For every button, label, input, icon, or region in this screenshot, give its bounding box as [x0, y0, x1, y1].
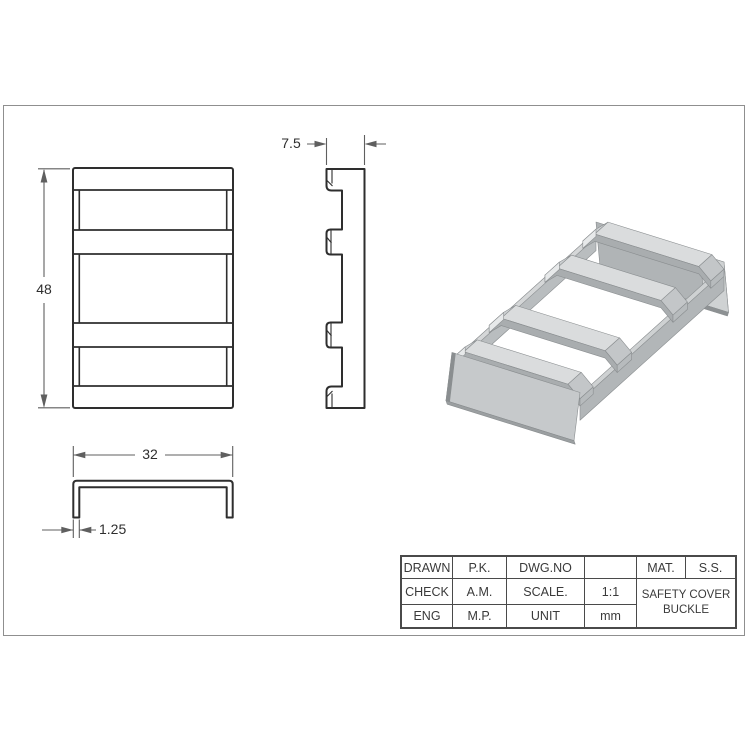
dwg-no-value [585, 557, 637, 579]
title-block [400, 555, 737, 629]
mat-label: MAT. [637, 557, 686, 579]
dim-label-height: 48 [29, 282, 59, 297]
part-name [637, 579, 735, 627]
drawn-value: P.K. [453, 557, 507, 579]
scale-value: 1:1 [585, 579, 637, 605]
mat-value: S.S. [686, 557, 735, 579]
unit-label: UNIT [507, 605, 585, 627]
check-label: CHECK [402, 579, 453, 605]
dim-label-thickness: 1.25 [99, 522, 141, 537]
eng-value: M.P. [453, 605, 507, 627]
part-name-line1: SAFETY COVER [641, 589, 731, 602]
check-value: A.M. [453, 579, 507, 605]
dwg-no-label: DWG.NO [507, 557, 585, 579]
scale-label: SCALE. [507, 579, 585, 605]
part-name-line2: BUCKLE [662, 604, 710, 616]
unit-value: mm [585, 605, 637, 627]
drawn-label: DRAWN [402, 557, 453, 579]
eng-label: ENG [402, 605, 453, 627]
dim-label-depth: 7.5 [275, 136, 307, 151]
dim-label-width: 32 [135, 447, 165, 462]
